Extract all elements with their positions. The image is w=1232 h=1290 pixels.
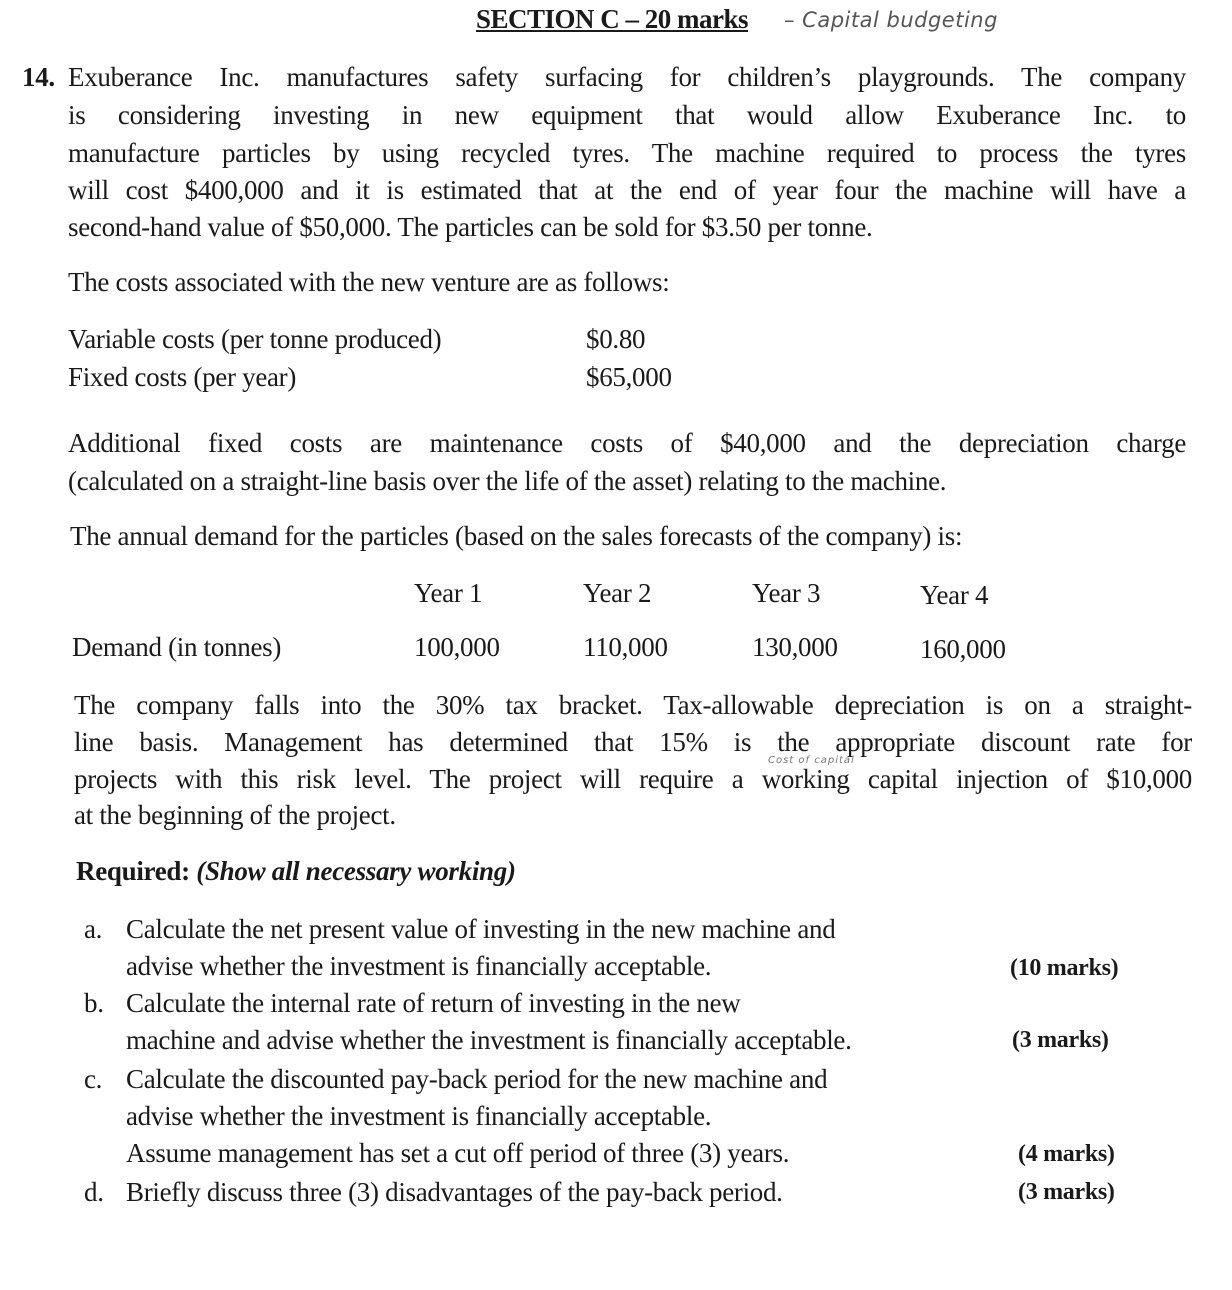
demand-header-year-1: Year 1	[414, 578, 483, 608]
additional-line-1: Additional fixed costs are maintenance costs of $40,000 and the depreciation charge	[68, 428, 1186, 458]
demand-row-label: Demand (in tonnes)	[72, 632, 282, 662]
section-title: SECTION C – 20 marks	[476, 4, 749, 34]
intro-line-4: will cost $400,000 and it is estimated that at the end of year four the machine will have a	[68, 175, 1186, 205]
part-d-line-1: Briefly discuss three (3) disadvantages of the pay-back period.	[126, 1177, 783, 1207]
cost-label-variable: Variable costs (per tonne produced)	[68, 324, 442, 354]
part-b-letter: b.	[84, 988, 104, 1018]
required-label: Required:	[76, 856, 190, 886]
part-a-letter: a.	[84, 914, 103, 944]
intro-line-2: is considering investing in new equipment that would allow Exuberance Inc. to	[68, 100, 1186, 130]
demand-header-year-3: Year 3	[752, 578, 821, 608]
intro-line-3: manufacture particles by using recycled tyres. The machine required to process the tyres	[68, 138, 1186, 168]
part-c-marks: (4 marks)	[1018, 1141, 1115, 1167]
question-number: 14.	[22, 62, 55, 92]
cost-label-fixed: Fixed costs (per year)	[68, 362, 297, 392]
tax-line-4: at the beginning of the project.	[74, 800, 396, 830]
tax-line-2: line basis. Management has determined that 15% is the appropriate discount rate for	[74, 727, 1192, 757]
part-c-line-2: advise whether the investment is financially acceptable.	[126, 1101, 712, 1131]
part-d-letter: d.	[84, 1177, 104, 1207]
demand-value-year-3: 130,000	[752, 632, 838, 662]
part-b-marks: (3 marks)	[1012, 1027, 1109, 1053]
demand-header-year-2: Year 2	[583, 578, 652, 608]
required-note: (Show all necessary working)	[196, 856, 516, 886]
intro-line-5: second-hand value of $50,000. The particles can be sold for $3.50 per tonne.	[68, 212, 873, 242]
demand-value-year-2: 110,000	[583, 632, 668, 662]
tax-line-1: The company falls into the 30% tax bracket. Tax-allowable depreciation is on a straight-	[74, 690, 1192, 720]
cost-value-fixed: $65,000	[586, 362, 672, 392]
demand-intro: The annual demand for the particles (based on the sales forecasts of the company) is:	[70, 521, 963, 551]
intro-line-1: Exuberance Inc. manufactures safety surfacing for children’s playgrounds. The company	[68, 62, 1186, 92]
part-c-letter: c.	[84, 1064, 103, 1094]
part-c-line-3: Assume management has set a cut off period of three (3) years.	[126, 1138, 790, 1168]
part-d-marks: (3 marks)	[1018, 1179, 1115, 1205]
part-a-marks: (10 marks)	[1010, 955, 1119, 981]
part-a-line-2: advise whether the investment is financially acceptable.	[126, 951, 712, 981]
part-c-line-1: Calculate the discounted pay-back period for the new machine and	[126, 1064, 828, 1094]
part-b-line-2: machine and advise whether the investment is financially acceptable.	[126, 1025, 852, 1055]
demand-header-year-4: Year 4	[920, 580, 989, 610]
handwritten-note: – Capital budgeting	[784, 8, 998, 32]
part-b-line-1: Calculate the internal rate of return of investing in the new	[126, 988, 741, 1018]
costs-intro: The costs associated with the new venture are as follows:	[68, 267, 670, 297]
demand-value-year-4: 160,000	[920, 634, 1006, 664]
cost-value-variable: $0.80	[586, 324, 646, 354]
tax-line-3: projects with this risk level. The project will require a working capital injection of $10,000	[74, 764, 1192, 794]
additional-line-2: (calculated on a straight-line basis over the life of the asset) relating to the machine.	[68, 466, 947, 496]
part-a-line-1: Calculate the net present value of investing in the new machine and	[126, 914, 836, 944]
required-heading	[76, 856, 516, 887]
demand-value-year-1: 100,000	[414, 632, 500, 662]
handwritten-annotation: Cost of capital	[768, 755, 855, 766]
